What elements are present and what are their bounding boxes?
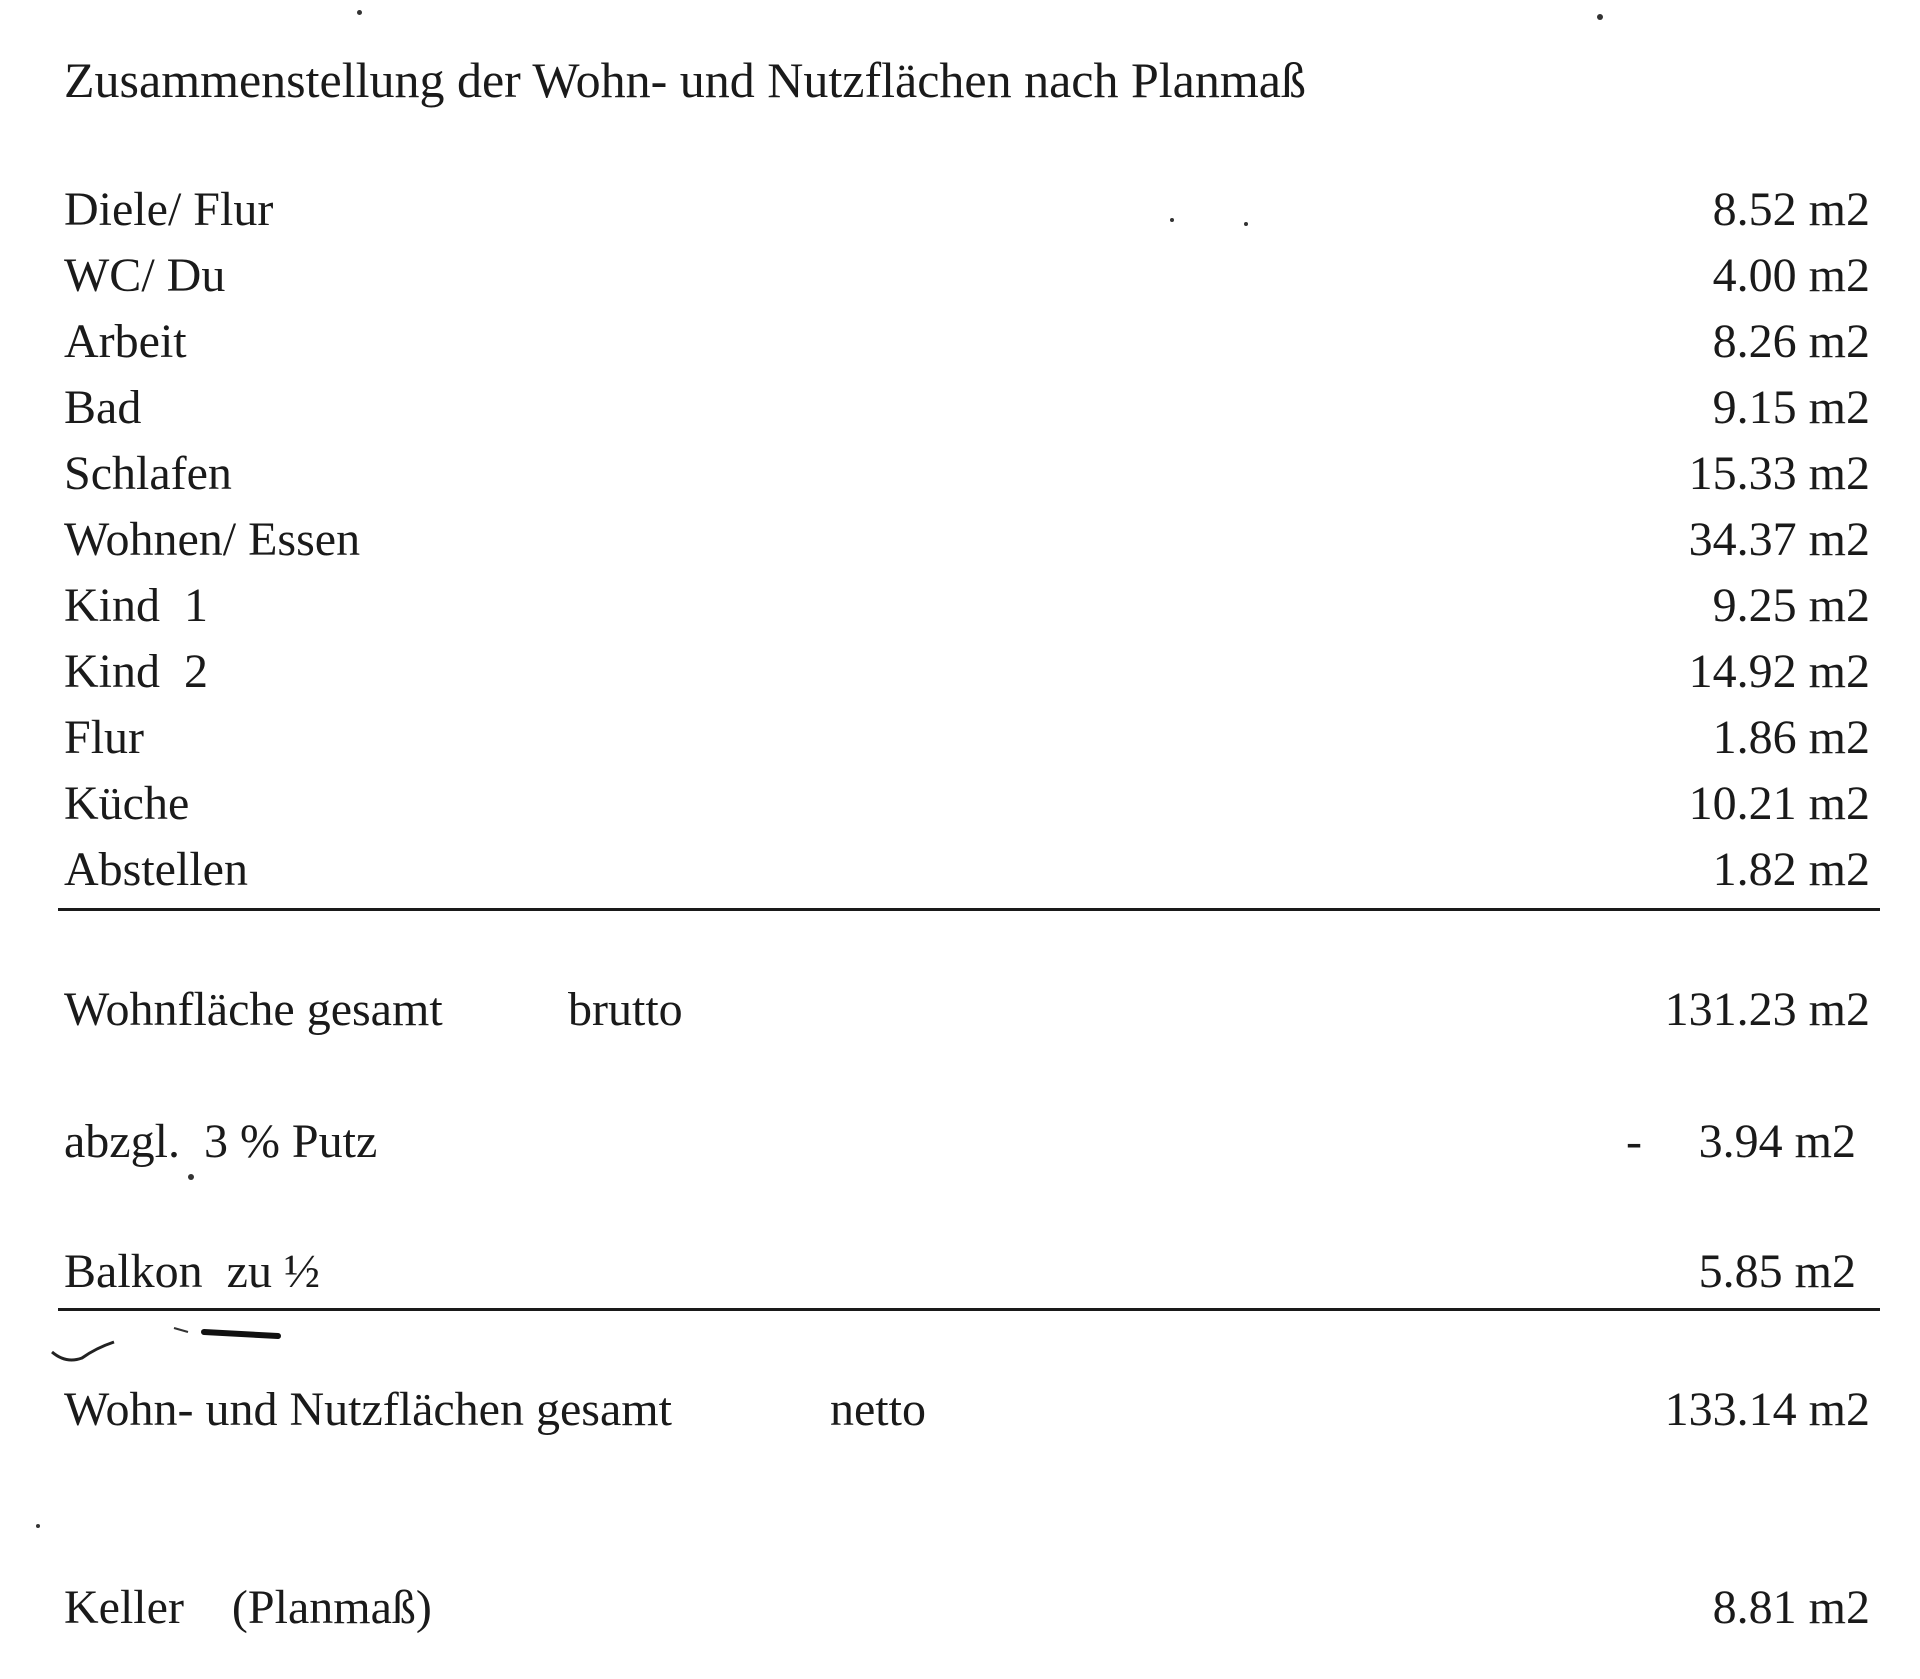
room-area: 8.26 m2: [1712, 315, 1870, 368]
plaster-deduction-row: [64, 1110, 1870, 1174]
room-area: 9.25 m2: [1712, 579, 1870, 632]
room-name: Flur: [64, 711, 145, 764]
room-area: 15.33 m2: [1688, 447, 1870, 500]
room-area: 9.15 m2: [1712, 381, 1870, 434]
cellar-label: Keller (Planmaß): [64, 1581, 432, 1634]
room-name: Abstellen: [64, 843, 248, 896]
balcony-row: [64, 1240, 1870, 1304]
room-name: Wohnen/ Essen: [64, 513, 361, 566]
net-total-area: 133.14 m2: [1664, 1383, 1870, 1436]
balcony-area: 5.85 m2: [1698, 1245, 1856, 1298]
scan-speck: [36, 1524, 40, 1528]
gross-total-area: 131.23 m2: [1664, 983, 1870, 1036]
scan-speck: [188, 1174, 194, 1180]
room-name: Arbeit: [64, 315, 187, 368]
room-name: WC/ Du: [64, 249, 226, 302]
net-qualifier: netto: [830, 1383, 926, 1436]
room-area: 10.21 m2: [1688, 777, 1870, 830]
room-area: 14.92 m2: [1688, 645, 1870, 698]
room-row: [64, 310, 1870, 374]
room-row: [64, 640, 1870, 704]
room-name: Kind 1: [64, 579, 208, 632]
room-area: 1.82 m2: [1712, 843, 1870, 896]
minus-sign: -: [1626, 1115, 1642, 1168]
room-row: [64, 178, 1870, 242]
scan-speck: [1170, 218, 1174, 222]
room-row: [64, 508, 1870, 572]
gross-total-row: [64, 978, 1870, 1042]
room-area: 1.86 m2: [1712, 711, 1870, 764]
room-row: [64, 772, 1870, 836]
pen-stroke-mark: [40, 1318, 300, 1378]
room-name: Küche: [64, 777, 190, 830]
room-area: 8.52 m2: [1712, 183, 1870, 236]
room-name: Kind 2: [64, 645, 208, 698]
room-name: Bad: [64, 381, 142, 434]
scan-speck: [357, 10, 362, 15]
room-name: Diele/ Flur: [64, 183, 274, 236]
room-row: [64, 706, 1870, 770]
cellar-area: 8.81 m2: [1712, 1581, 1870, 1634]
room-area: 4.00 m2: [1712, 249, 1870, 302]
gross-total-label: Wohnfläche gesamt: [64, 983, 443, 1036]
room-row: [64, 574, 1870, 638]
room-row: [64, 838, 1870, 902]
cellar-row: [64, 1576, 1870, 1640]
room-area: 34.37 m2: [1688, 513, 1870, 566]
room-name: Schlafen: [64, 447, 232, 500]
room-row: [64, 442, 1870, 506]
scan-speck: [1244, 222, 1248, 226]
gross-qualifier: brutto: [568, 983, 683, 1036]
room-row: [64, 376, 1870, 440]
room-row: [64, 244, 1870, 308]
document-title: Zusammenstellung der Wohn- und Nutzflächen nach Planmaß: [64, 52, 1306, 108]
balcony-label: Balkon zu ½: [64, 1245, 320, 1298]
plaster-deduction-area: 3.94 m2: [1698, 1115, 1856, 1168]
plaster-deduction-label: abzgl. 3 % Putz: [64, 1115, 378, 1168]
net-total-label: Wohn- und Nutzflächen gesamt: [64, 1383, 672, 1436]
net-total-row: [64, 1378, 1870, 1442]
scan-speck: [1597, 14, 1603, 20]
total-divider: [58, 1308, 1880, 1311]
subtotal-divider: [58, 908, 1880, 911]
